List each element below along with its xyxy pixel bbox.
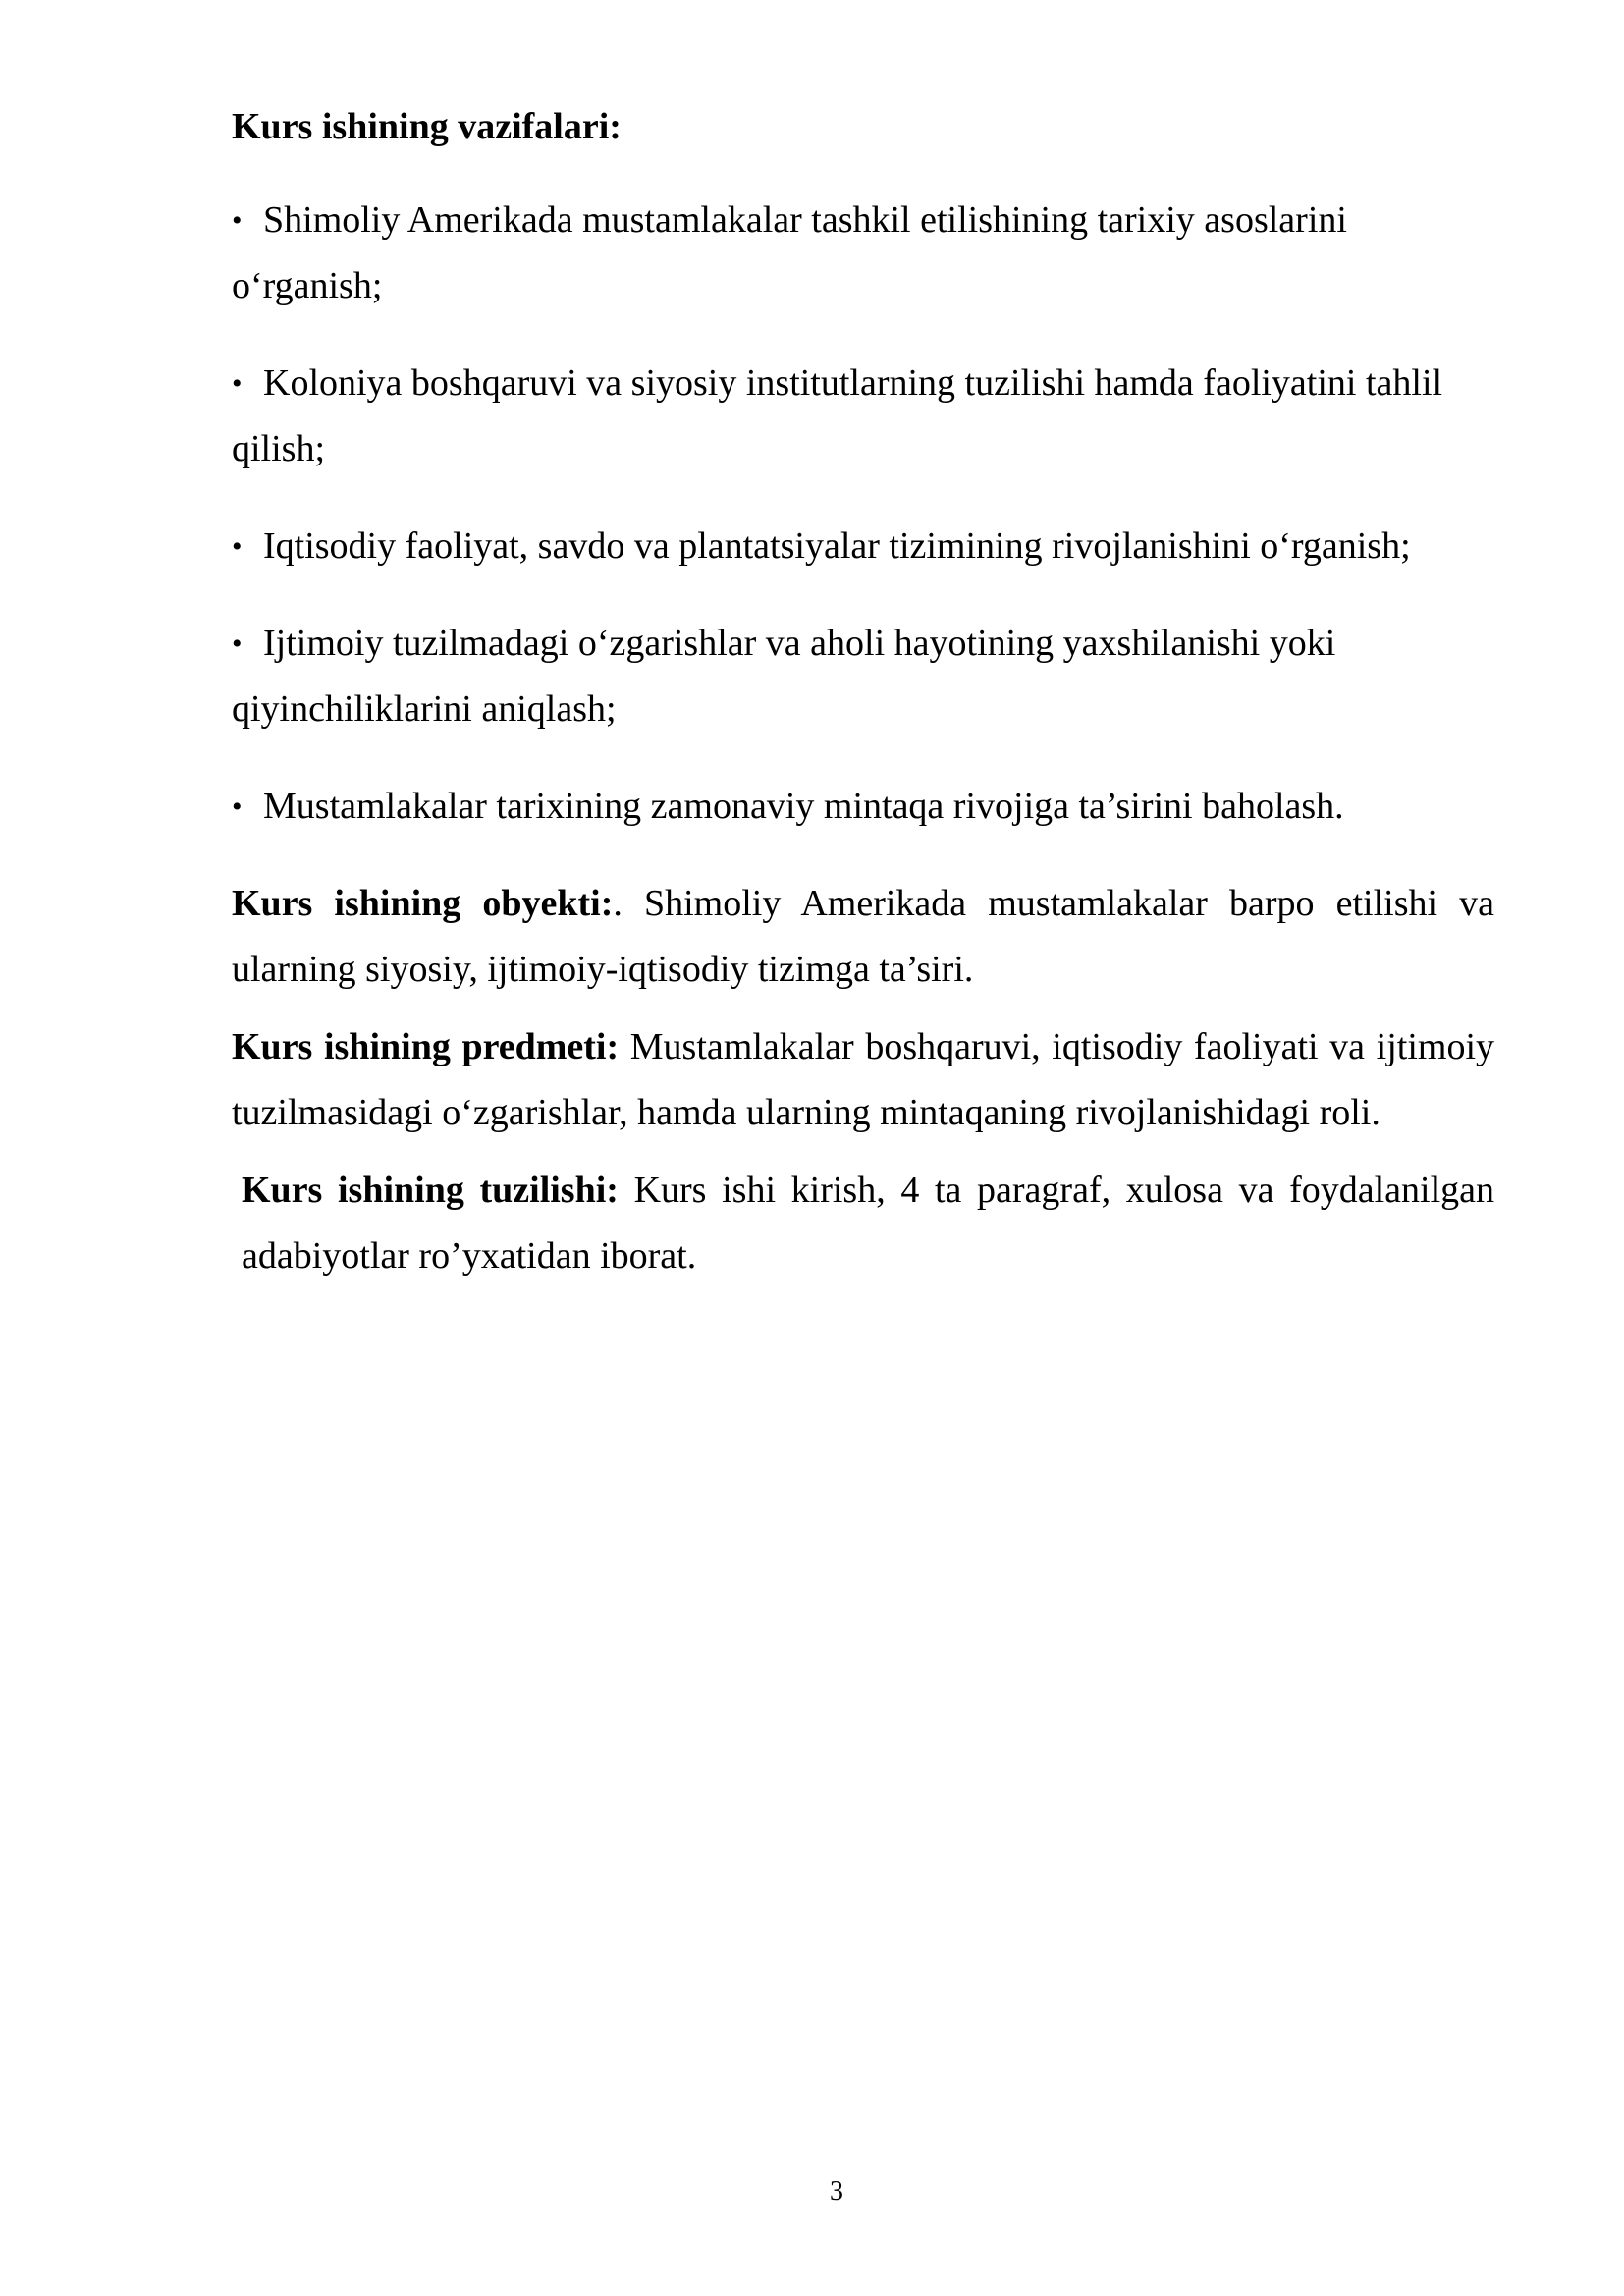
bullet-icon: • — [232, 628, 243, 660]
task-text: Iqtisodiy faoliyat, savdo va plantatsiyalar tizimining rivojlanishini o‘rganish; — [263, 525, 1411, 567]
task-text: Shimoliy Amerikada mustamlakalar tashkil etilishining tarixiy asoslarini o‘rganish; — [232, 199, 1347, 306]
list-item — [232, 351, 1494, 482]
structure-paragraph — [232, 1158, 1494, 1289]
bullet-icon: • — [232, 204, 243, 237]
object-paragraph — [232, 871, 1494, 1003]
page-content — [232, 94, 1494, 1301]
subject-text: Mustamlakalar boshqaruvi, iqtisodiy faoliyati va ijtimoiy tuzilmasidagi o‘zgarishlar, hamda ularning mintaqaning rivojlanishidagi roli. — [232, 1026, 1494, 1133]
structure-text: Kurs ishi kirish, 4 ta paragraf, xulosa va foydalanilgan adabiyotlar ro’yxatidan iborat. — [242, 1170, 1495, 1277]
object-label: Kurs ishining obyekti: — [232, 883, 614, 924]
list-item — [232, 188, 1494, 319]
list-item — [232, 611, 1494, 742]
object-text: . Shimoliy Amerikada mustamlakalar barpo etilishi va ularning siyosiy, ijtimoiy-iqtisodiy tizimga ta’siri. — [232, 883, 1494, 990]
bullet-icon: • — [232, 367, 243, 400]
tasks-heading: Kurs ishining vazifalari: — [232, 106, 622, 147]
task-text: Mustamlakalar tarixining zamonaviy mintaqa rivojiga ta’sirini baholash. — [263, 786, 1344, 827]
task-text: Koloniya boshqaruvi va siyosiy institutlarning tuzilishi hamda faoliyatini tahlil qilish; — [232, 362, 1443, 469]
subject-label: Kurs ishining predmeti: — [232, 1026, 620, 1067]
bullet-icon: • — [232, 791, 243, 823]
list-item — [232, 774, 1494, 840]
structure-label: Kurs ishining tuzilishi: — [242, 1170, 619, 1211]
page-number: 3 — [830, 2176, 843, 2207]
bullet-icon: • — [232, 530, 243, 563]
subject-paragraph — [232, 1014, 1494, 1146]
tasks-list — [232, 188, 1494, 840]
list-item — [232, 514, 1494, 579]
task-text: Ijtimoiy tuzilmadagi o‘zgarishlar va aholi hayotining yaxshilanishi yoki qiyinchiliklarini aniqlash; — [232, 623, 1336, 730]
